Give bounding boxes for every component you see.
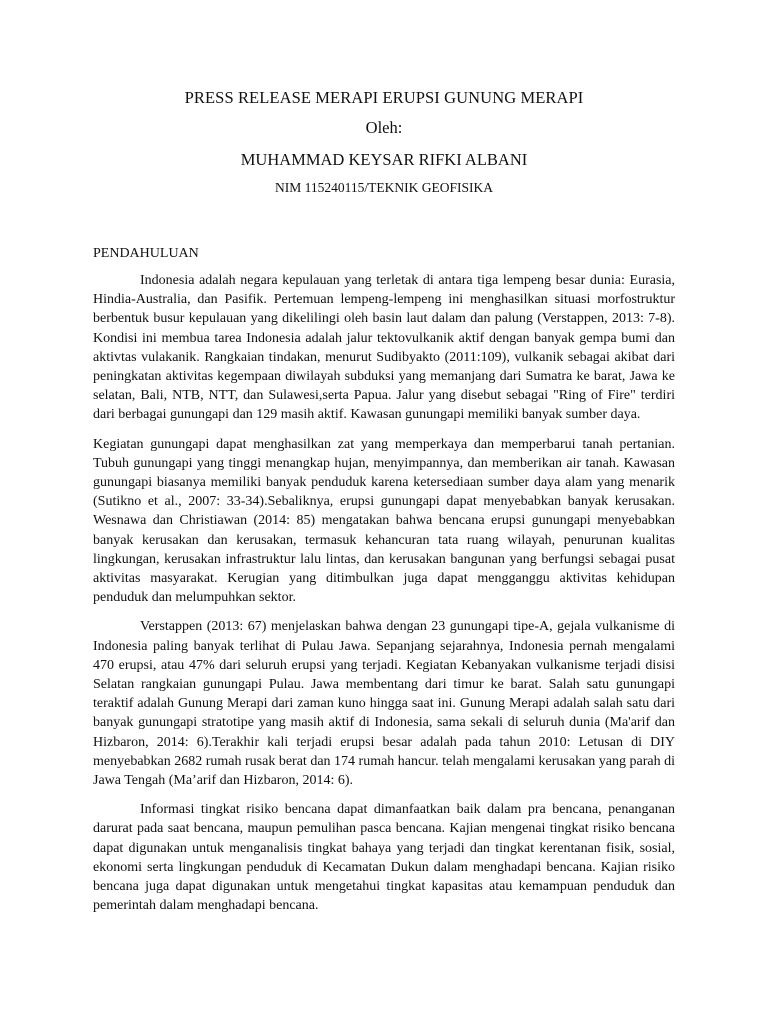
author-nim: NIM 115240115/TEKNIK GEOFISIKA <box>275 180 493 195</box>
document-title: PRESS RELEASE MERAPI ERUPSI GUNUNG MERAPI <box>184 88 584 107</box>
author-by-label: Oleh: <box>365 118 403 137</box>
paragraph-2: Kegiatan gunungapi dapat menghasilkan zat yang memperkaya dan memperbarui tanah pertanian. Tubuh gunungapi yang tinggi menangkap hujan, menyimpannya, dan memberikan air tanah. Kawasan gunungapi biasanya memiliki banyak penduduk karena ketersediaan sumber daya alam yang menarik (Sutikno et al., 2007: 33-34).Sebaliknya, erupsi gunungapi dapat menyebabkan banyak kerusakan. Wesnawa dan Christiawan (2014: 85) mengatakan bahwa bencana erupsi gunungapi menyebabkan banyak kerusakan dan kerusakan, termasuk kehancuran tata ruang wilayah, penurunan kualitas lingkungan, kerusakan infrastruktur lalu lintas, dan kerusakan bangunan yang berfungsi sebagai pusat aktivitas masyarakat. Kerugian yang ditimbulkan juga dapat mengganggu aktivitas kehidupan penduduk dan melumpuhkan sektor. <box>93 436 675 606</box>
author-name: MUHAMMAD KEYSAR RIFKI ALBANI <box>240 150 528 169</box>
section-heading: PENDAHULUAN <box>93 246 199 261</box>
paragraph-3: Verstappen (2013: 67) menjelaskan bahwa dengan 23 gunungapi tipe-A, gejala vulkanisme di Indonesia paling banyak terlihat di Pulau Jawa. Sepanjang sejarahnya, Indonesia pernah mengalami 470 erupsi, atau 47% dari seluruh erupsi yang terjadi. Kegiatan Kebanyakan vulkanisme terjadi disisi Selatan rangkaian gunungapi Pulau. Jawa membentang dari timur ke barat. Salah satu gunungapi teraktif adalah Gunung Merapi dari zaman kuno hingga saat ini. Gunung Merapi adalah salah satu dari banyak gunungapi stratotipe yang masih aktif di Indonesia, sama sekali di seluruh dunia (Ma'arif dan Hizbaron, 2014: 6).Terakhir kali terjadi erupsi besar adalah pada tahun 2010: Letusan di DIY menyebabkan 2682 rumah rusak berat dan 174 rumah hancur. telah mengalami kerusakan yang parah di Jawa Tengah (Ma’arif dan Hizbaron, 2014: 6). <box>93 619 675 789</box>
paragraph-1: Indonesia adalah negara kepulauan yang terletak di antara tiga lempeng besar dunia: Eurasia, Hindia-Australia, dan Pasifik. Pertemuan lempeng-lempeng ini menghasilkan situasi morfostruktur berbentuk busur kepulauan yang dikelilingi oleh basin laut dalam dan palung (Verstappen, 2013: 7-8). Kondisi ini membua tarea Indonesia adalah jalur tektovulkanik aktif dengan banyak gempa bumi dan aktivtas vulakanik. Rangkaian tindakan, menurut Sudibyakto (2011:109), vulkanik sebagai akibat dari peningkatan aktivitas kegempaan diwilayah subduksi yang memanjang dari Sumatra ke barat, Jawa ke selatan, Bali, NTB, NTT, dan Sulawesi,serta Papua. Jalur yang disebut sebagai "Ring of Fire" terdiri dari berbagai gunungapi dan 129 masih aktif. Kawasan gunungapi memiliki banyak sumber daya. <box>93 273 675 423</box>
paragraph-4: Informasi tingkat risiko bencana dapat dimanfaatkan baik dalam pra bencana, penanganan darurat pada saat bencana, maupun pemulihan pasca bencana. Kajian mengenai tingkat risiko bencana dapat digunakan untuk menganalisis tingkat bahaya yang terjadi dan tingkat kerentanan fisik, sosial, ekonomi serta lingkungan penduduk di Kecamatan Dukun dalam menghadapi bencana. Kajian risiko bencana juga dapat digunakan untuk mengetahui tingkat kapasitas atau kemampuan penduduk dan pemerintah dalam menghadapi bencana. <box>93 802 675 914</box>
